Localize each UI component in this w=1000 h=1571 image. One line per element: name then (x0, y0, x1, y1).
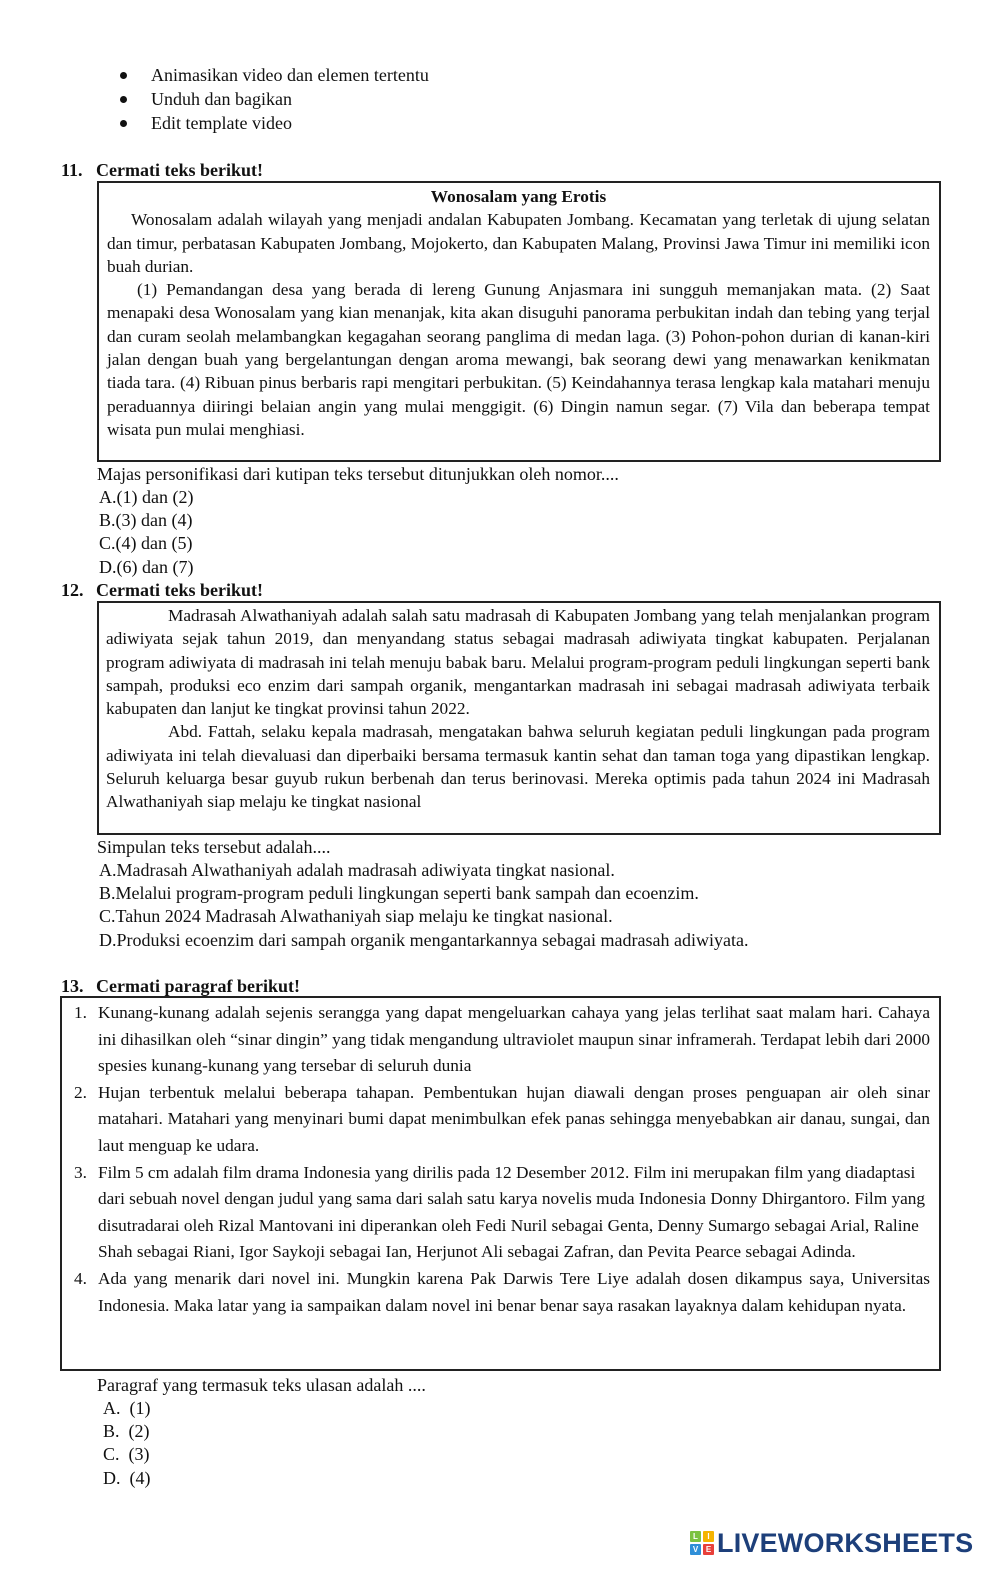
question-11-options (99, 486, 193, 579)
answer-option-d[interactable]: D.(6) dan (7) (99, 556, 194, 577)
question-instruction: Cermati teks berikut! (96, 580, 263, 600)
answer-option-b[interactable]: B.Melalui program-program peduli lingkungan seperti bank sampah dan ecoenzim. (99, 883, 699, 904)
question-13-paragraphs-box (60, 996, 941, 1371)
logo-icon: L I V E (690, 1531, 714, 1555)
question-13-prompt: Paragraf yang termasuk teks ulasan adalah .... (97, 1375, 426, 1395)
question-12-options (99, 859, 748, 952)
question-number: 11. (61, 160, 83, 180)
passage-paragraph: (1) Pemandangan desa yang berada di lereng Gunung Anjasmara ini sungguh memanjakan mata. (2) Saat menapaki desa Wonosalam yang kian menanjak, kita akan disuguhi panorama perbukitan indah dan tebing yang terjal dan curam seolah melambangkan kegagahan seorang panglima di medan laga. (3) Pohon-pohon durian di kanan-kiri jalan dengan buah yang bergelantungan dengan aroma mewangi, bak seorang dewi yang menawarkan kenikmatan tiada tara. (4) Ribuan pinus berbaris rapi mengitari perbukitan. (5) Keindahannya terasa lengkap kala matahari menuju peraduannya diiringi belaian angin yang mulai menggigit. (6) Dingin namun segar. (7) Vila dan beberapa tempat wisata pun mulai menghiasi. (107, 280, 930, 439)
liveworksheets-logo (690, 1528, 973, 1558)
passage-title: Wonosalam yang Erotis (430, 187, 607, 206)
logo-text: LIVEWORKSHEETS (717, 1527, 974, 1558)
passage-paragraph: Abd. Fattah, selaku kepala madrasah, mengatakan bahwa seluruh kegiatan peduli lingkungan pada program adiwiyata ini telah dievaluasi dan diperbaiki bersama termasuk kantin sehat dan taman toga yang dipastikan lengkap. Seluruh keluarga besar guyub rukun berbenah dan terus berinovasi. Mereka optimis pada tahun 2024 ini Madrasah Alwathaniyah siap melaju ke tingkat nasional (106, 722, 930, 812)
passage-paragraph: Madrasah Alwathaniyah adalah salah satu madrasah di Kabupaten Jombang yang telah menjalankan program adiwiyata sejak tahun 2019, dan menyandang status sebagai madrasah adiwiyata tingkat kabupaten. Perjalanan program adiwiyata di madrasah ini telah menuju babak baru. Melalui program-program peduli lingkungan seperti bank sampah, produksi eco enzim dari sampah organik, mengantarkan madrasah ini sebagai madrasah adiwiyata terbaik kabupaten dan lanjut ke tingkat provinsi tahun 2022. (106, 606, 930, 719)
answer-option-b[interactable]: B.(3) dan (4) (99, 510, 193, 531)
question-12-passage-box (97, 601, 941, 835)
answer-option-b[interactable]: B. (2) (103, 1421, 150, 1442)
paragraph-item: 4. Ada yang menarik dari novel ini. Mungkin karena Pak Darwis Tere Liye adalah dosen dikampus saya, Universitas Indonesia. Maka latar yang ia sampaikan dalam novel ini benar benar saya rasakan layaknya dalam kehidupan nyata. (74, 1268, 930, 1315)
answer-option-d[interactable]: D. (4) (103, 1467, 151, 1488)
paragraph-list (62, 1000, 930, 1319)
answer-option-a[interactable]: A.(1) dan (2) (99, 487, 194, 507)
question-instruction: Cermati teks berikut! (96, 160, 263, 180)
question-12-prompt: Simpulan teks tersebut adalah.... (97, 837, 331, 857)
answer-option-c[interactable]: C. (3) (103, 1444, 150, 1465)
bullet-icon (120, 120, 127, 127)
paragraph-item: 1. Kunang-kunang adalah sejenis serangga yang dapat mengeluarkan cahaya yang jelas terlihat saat malam hari. Cahaya ini dihasilkan oleh “sinar dingin” yang tidak mengandung ultraviolet maupun sinar inframerah. Terdapat lebih dari 2000 spesies kunang-kunang yang tersebar di seluruh dunia (74, 1003, 930, 1076)
question-number: 12. (61, 580, 84, 600)
bullet-icon (120, 72, 127, 79)
answer-option-d[interactable]: D.Produksi ecoenzim dari sampah organik mengantarkannya sebagai madrasah adiwiyata. (99, 929, 749, 950)
answer-option-c[interactable]: C.(4) dan (5) (99, 533, 193, 554)
question-number: 13. (61, 976, 84, 996)
answer-option-a[interactable]: A. (1) (103, 1398, 151, 1418)
passage-paragraph: Wonosalam adalah wilayah yang menjadi andalan Kabupaten Jombang. Kecamatan yang terletak di ujung selatan dan timur, perbatasan Kabupaten Jombang, Mojokerto, dan Kabupaten Malang, Provinsi Jawa Timur ini memiliki icon buah durian. (107, 210, 930, 276)
question-11-passage-box (97, 181, 941, 462)
question-11-prompt: Majas personifikasi dari kutipan teks tersebut ditunjukkan oleh nomor.... (97, 464, 619, 484)
paragraph-item: 3. Film 5 cm adalah film drama Indonesia yang dirilis pada 12 Desember 2012. Film ini merupakan film yang diadaptasi dari sebuah novel dengan judul yang sama dari salah satu karya novelis muda Indonesia Donny Dhirgantoro. Film yang disutradarai oleh Rizal Mantovani ini diperankan oleh Fedi Nuril sebagai Genta, Denny Sumargo sebagai Arial, Raline Shah sebagai Riani, Igor Saykoji sebagai Ian, Herjunot Ali sebagai Zafran, dan Pevita Pearce sebagai Adinda. (74, 1162, 926, 1262)
answer-option-c[interactable]: C.Tahun 2024 Madrasah Alwathaniyah siap melaju ke tingkat nasional. (99, 906, 613, 927)
bullet-icon (120, 96, 127, 103)
question-instruction: Cermati paragraf berikut! (96, 976, 300, 996)
paragraph-item: 2. Hujan terbentuk melalui beberapa tahapan. Pembentukan hujan diawali dengan proses penguapan air oleh sinar matahari. Matahari yang menyinari bumi dapat menimbulkan efek panas sehingga menyebabkan air danau, sungai, dan laut menguap ke udara. (74, 1082, 930, 1155)
answer-option-a[interactable]: A.Madrasah Alwathaniyah adalah madrasah adiwiyata tingkat nasional. (99, 860, 615, 880)
question-13-options (103, 1397, 151, 1490)
